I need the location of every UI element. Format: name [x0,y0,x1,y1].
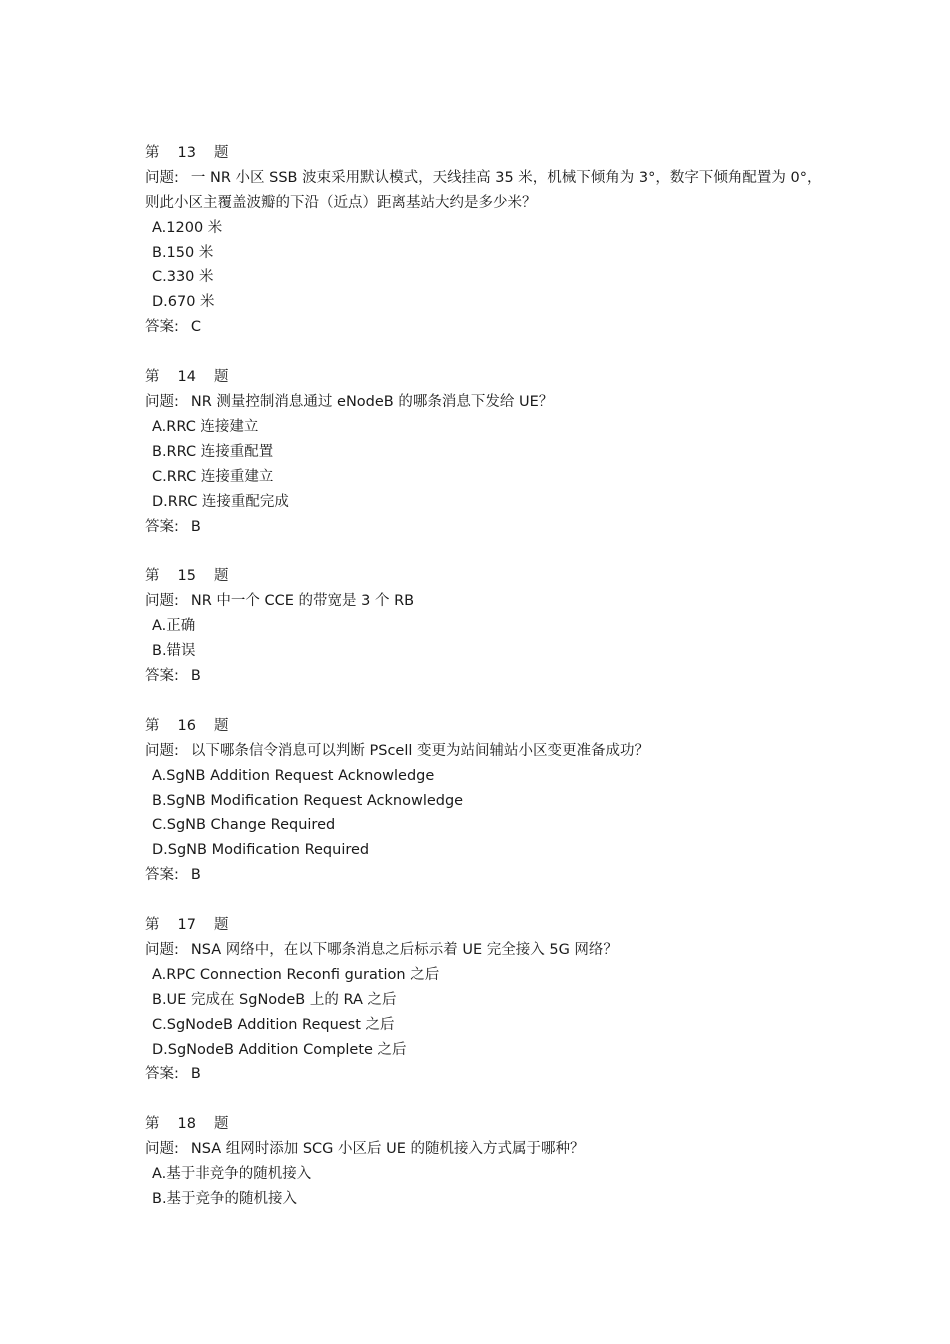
question-block [145,714,825,888]
option-d: D.RRC 连接重配完成 [152,493,289,510]
option-a: A.正确 [152,618,196,635]
question-text [145,1137,825,1162]
question-text [145,589,825,614]
question-body: 一 NR 小区 SSB 波束采用默认模式，天线挂高 35 米，机械下倾角为 3°，数字下倾角配置为 0°，则此小区主覆盖波瓣的下沿（近点）距离基站大约是多少米？ [145,169,822,211]
answer-label: 答案: [145,1066,179,1083]
answer-value: B [190,667,201,684]
answer-label: 答案: [145,867,179,884]
question-number: 16 [177,717,196,734]
option-a: A.基于非竞争的随机接入 [152,1166,312,1183]
question-title [145,1112,825,1137]
question-label: 问题: [145,394,179,411]
title-prefix: 第 [145,145,160,161]
option-d: D.SgNodeB Addition Complete 之后 [152,1041,407,1058]
question-label: 问题: [145,169,179,186]
title-prefix: 第 [145,1116,160,1133]
question-text [145,166,825,216]
title-suffix: 题 [213,717,229,734]
question-body: NR 中一个 CCE 的带宽是 3 个 RB [190,593,415,610]
question-body: NR 测量控制消息通过 eNodeB 的哪条消息下发给 UE？ [190,394,554,411]
answer-label: 答案: [145,667,179,684]
option-b: B.RRC 连接重配置 [152,443,274,460]
document-page [145,141,825,1237]
question-label: 问题: [145,593,179,610]
option-c: C.SgNB Change Required [152,817,336,834]
title-suffix: 题 [213,145,229,161]
answer-line [145,1062,825,1087]
answer-value: B [190,1066,201,1083]
answer-label: 答案: [145,319,179,336]
question-text [145,390,825,415]
question-block [145,365,825,539]
answer-value: B [190,867,201,884]
answer-line [145,315,825,340]
question-text [145,739,825,764]
answer-label: 答案: [145,518,179,535]
answer-line [145,664,825,689]
option-b: B.150 米 [152,244,214,261]
title-suffix: 题 [213,568,229,585]
question-body: NSA 组网时添加 SCG 小区后 UE 的随机接入方式属于哪种？ [190,1141,585,1158]
question-title [145,365,825,390]
question-title [145,714,825,739]
question-number: 13 [177,145,196,161]
answer-value: C [190,319,202,336]
title-prefix: 第 [145,369,160,386]
question-block [145,141,825,340]
option-b: B.基于竞争的随机接入 [152,1190,298,1207]
title-suffix: 题 [213,369,229,386]
question-label: 问题: [145,742,179,759]
answer-value: B [190,518,201,535]
option-a: A.1200 米 [152,219,223,236]
title-prefix: 第 [145,717,160,734]
question-number: 15 [177,568,196,585]
option-b: B.SgNB Modification Request Acknowledge [152,792,464,809]
option-a: A.RPC Connection Reconfi guration 之后 [152,966,440,983]
option-b: B.错误 [152,643,196,660]
answer-line [145,515,825,540]
question-text [145,938,825,963]
option-a: A.SgNB Addition Request Acknowledge [152,767,435,784]
option-c: C.SgNodeB Addition Request 之后 [152,1016,395,1033]
title-prefix: 第 [145,917,160,934]
question-label: 问题: [145,1141,179,1158]
option-d: D.670 米 [152,294,215,311]
question-title [145,564,825,589]
answer-line [145,863,825,888]
option-c: C.330 米 [152,269,214,286]
option-a: A.RRC 连接建立 [152,418,259,435]
question-block [145,1112,825,1212]
question-body: NSA 网络中，在以下哪条消息之后标示着 UE 完全接入 5G 网络？ [190,941,618,958]
question-block [145,913,825,1087]
title-suffix: 题 [213,917,229,934]
question-body: 以下哪条信令消息可以判断 PScell 变更为站间辅站小区变更准备成功？ [190,742,650,759]
title-suffix: 题 [213,1116,229,1133]
option-d: D.SgNB Modification Required [152,842,370,859]
question-number: 14 [177,369,196,386]
option-b: B.UE 完成在 SgNodeB 上的 RA 之后 [152,991,397,1008]
question-number: 18 [177,1116,196,1133]
option-c: C.RRC 连接重建立 [152,468,274,485]
question-number: 17 [177,917,196,934]
title-prefix: 第 [145,568,160,585]
question-title [145,913,825,938]
question-block [145,564,825,688]
question-label: 问题: [145,941,179,958]
question-title [145,141,825,166]
